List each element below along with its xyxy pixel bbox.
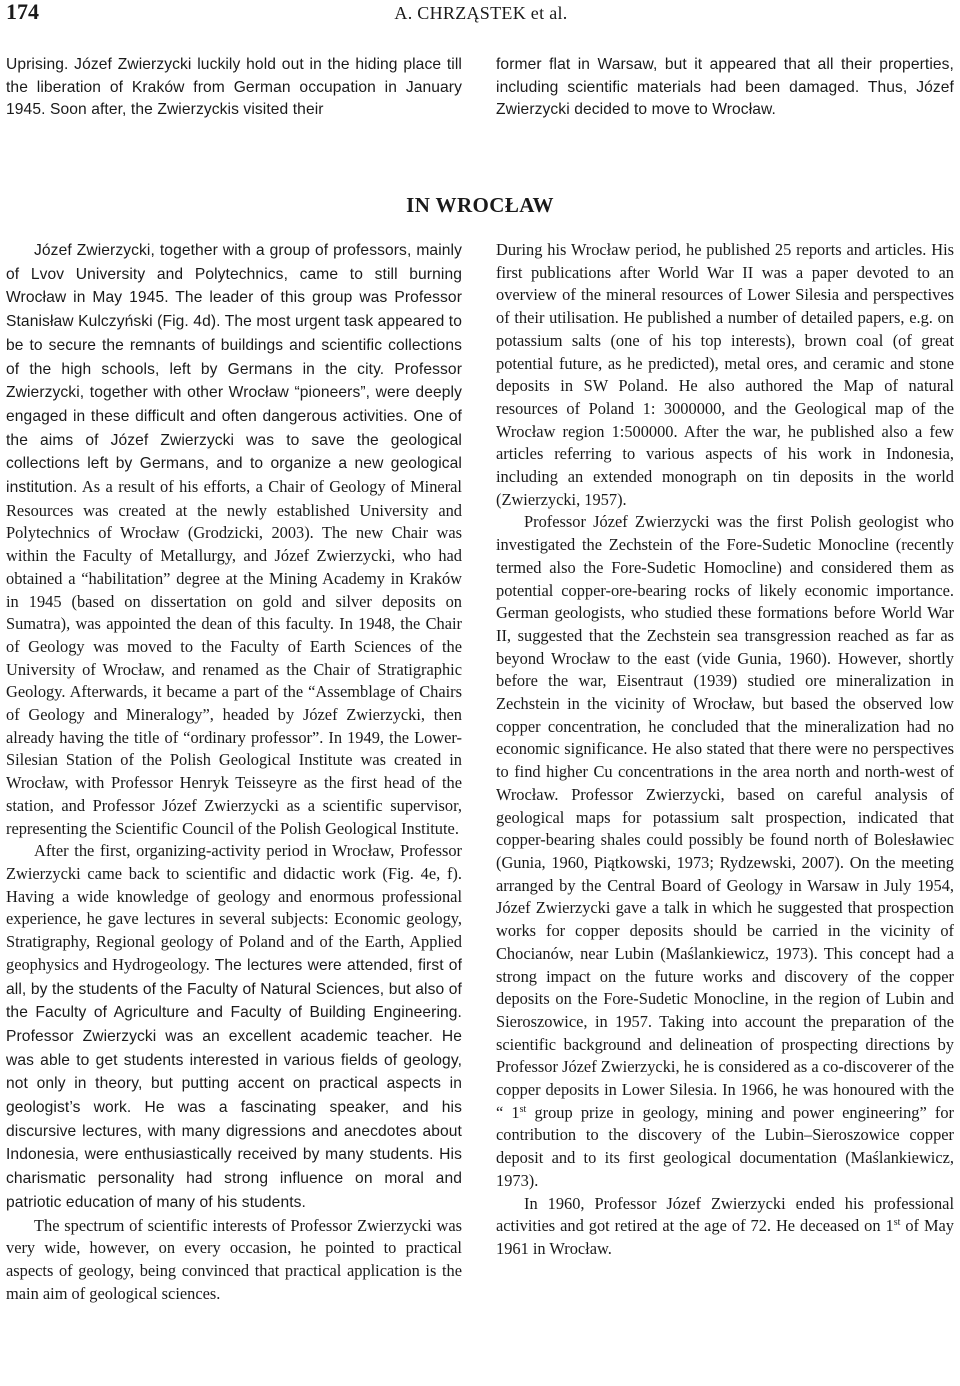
top-right-paragraph: former flat in Warsaw, but it appeared that all their properties, including scientific materials had been damaged. Thus, Józef Zwierzycki decided to move to Wrocław.: [496, 56, 954, 119]
right-paragraph-2-tail: group prize in geology, mining and power engineering” for contribution to the discovery of the Lubin–Sieroszowice copper deposit and to its first geological documentation (Maślankiewicz, 1973).: [496, 1102, 954, 1190]
left-paragraph-1-part-a: Józef Zwierzycki, together with a group of professors, mainly of Lvov University and Polytechnics, came to still burning Wrocław in May 1945. The leader of this group was Professor Stanisław Kulczyński (Fig. 4d). The most urgent task appeared to be to secure the remnants of buildings and scientific collections of the high schools, left by Germans in the city. Professor Zwierzycki, together with other Wrocław “pioneers”, were deeply engaged in these difficult and often dangerous activities. One of the aims of Józef Zwierzycki was to save the geological collections left by Germans, and to organize a new geological institution.: [6, 242, 462, 497]
right-paragraph-1: During his Wrocław period, he published 25 reports and articles. His first publications after World War II was a paper devoted to an overview of the mineral resources of Lower Silesia and perspectives of their utilisation. He published a number of detailed papers, e.g. on potassium salts (one of his top interests), brown coal (of great potential future, as he predicted), metal ores, and ceramic and stone deposits in SW Poland. He also authored the Map of natural resources of Poland 1: 3000000, and the Geological map of the Wrocław region 1:500000. After the war, he published also a few articles referring to various aspects of his work in Indonesia, including an extended monograph on tin deposits in the world (Zwierzycki, 1957).: [496, 240, 954, 509]
left-column: [6, 239, 462, 1305]
left-paragraph-1-part-b: As a result of his efforts, a Chair of Geology of Mineral Resources was created at the newly established University and Polytechnics of Wrocław (Grodzicki, 2003). The new Chair was within the Faculty of Metallurgy, and Józef Zwierzycki, who had obtained a “habilitation” degree at the Mining Academy in Kraków in 1945 (based on dissertation on gold and silver deposits on Sumatra), was appointed the dean of this faculty. In 1948, the Chair of Geology was moved to the Faculty of Earth Sciences of the University of Wrocław, and renamed as the Chair of Stratigraphic Geology. Afterwards, it became a part of the “Assemblage of Chairs of Geology and Mineralogy”, headed by Józef Zwierzycki, then already having the title of “ordinary professor”. In 1949, the Lower-Silesian Station of the Polish Geological Institute was created in Wrocław, with Professor Henryk Teisseyre as the first head of the station, and Professor Józef Zwierzycki as a scientific supervisor, representing the Scientific Council of the Polish Geological Institute.: [6, 477, 462, 838]
top-right-column: [496, 54, 954, 122]
right-paragraph-3-text: In 1960, Professor Józef Zwierzycki ended his professional activities and got retired at the age of 72. He deceased on 1: [496, 1193, 954, 1236]
page-number: 174: [6, 0, 39, 24]
left-paragraph-2-part-a: After the first, organizing-activity period in Wrocław, Professor Zwierzycki came back to scientific and didactic work (Fig. 4e, f). Having a wide knowledge of geology and enormous professional experience, he gave lectures in several subjects: Economic geology, Stratigraphy, Regional geology of Poland and of the Earth, Applied geophysics and Hydrogeology.: [6, 841, 462, 974]
top-left-paragraph: Uprising. Józef Zwierzycki luckily hold out in the hiding place till the liberation of Kraków from German occupation in January 1945. Soon after, the Zwierzyckis visited their: [6, 56, 462, 119]
running-head: A. CHRZĄSTEK et al.: [394, 3, 568, 23]
right-paragraph-3-tail: of May 1961 in Wrocław.: [496, 1216, 954, 1258]
right-paragraph-2-superscript: st: [519, 1103, 527, 1115]
right-paragraph-2: [496, 511, 954, 1192]
left-paragraph-3: The spectrum of scientific interests of Professor Zwierzycki was very wide, however, on every occasion, he pointed to practical aspects of geology, being convinced that practical application is the main aim of geological sciences.: [6, 1215, 462, 1303]
right-paragraph-2-text: Professor Józef Zwierzycki was the first Polish geologist who investigated the Zechstein of the Fore-Sudetic Monocline (recently termed also the Fore-Sudetic Homocline) and considered them as potential copper-ore-bearing rocks of likely economic importance. German geologists, who studied these formations before World War II, suggested that the Zechstein sea transgression reached as far as beyond Wrocław to the east (vide Gunia, 1960). However, shortly before the war, Eisentraut (1939) studied ore mineralization in Zechstein in the vicinity of Wrocław, but based the observed low copper concentration, he concluded that the mineralization had no economic significance. He also stated that there were no perspectives to find higher Cu concentrations in the area north and north-west of Wrocław. Professor Zwierzycki, based on careful analysis of geological maps for potassium salt prospection, indicated that copper-bearing shales could possibly be found north of Bolesławiec (Gunia, 1960, Piątkowski, 1973; Rydzewski, 2007). On the meeting arranged by the Central Board of Geology in Warsaw in July 1954, Józef Zwierzycki gave a talk in which he suggested that prospection works for copper deposits should be carried in the vicinity of Chocianów, near Lubin (Maślankiewicz, 1973). This concept had a strong impact on the future works and discovery of the copper deposits on the Fore-Sudetic Monocline, in the region of Lubin and Sieroszowice, in 1957. Taking into account the preparation of the scientific background and delineation of prospecting directions by Professor Józef Zwierzycki, he is considered as a co-discoverer of the copper deposits in Lower Silesia. In 1966, he was honoured with the “ 1: [496, 512, 954, 1122]
left-paragraph-2: [6, 840, 462, 1214]
left-paragraph-1: [6, 239, 462, 840]
left-paragraph-2-part-b: The lectures were attended, first of all, by the students of the Faculty of Natural Sciences, but also of the Faculty of Agriculture and Faculty of Building Engineering. Professor Zwierzycki was an excellent academic teacher. He was able to get students interested in various fields of geology, not only in theory, but putting accent on practical aspects in geologist’s work. He was a fascinating speaker, and his discursive lectures, with many digressions and anecdotes about Indonesia, were enthusiastically received by many students. His charismatic personality had strong influence on moral and patriotic education of many of his students.: [6, 956, 462, 1211]
right-paragraph-3-superscript: st: [893, 1217, 901, 1229]
right-column: [496, 239, 954, 1261]
top-left-column: [6, 54, 462, 122]
page-header: [6, 0, 956, 30]
section-heading: IN WROCŁAW: [406, 193, 554, 217]
right-paragraph-3: [496, 1193, 954, 1261]
